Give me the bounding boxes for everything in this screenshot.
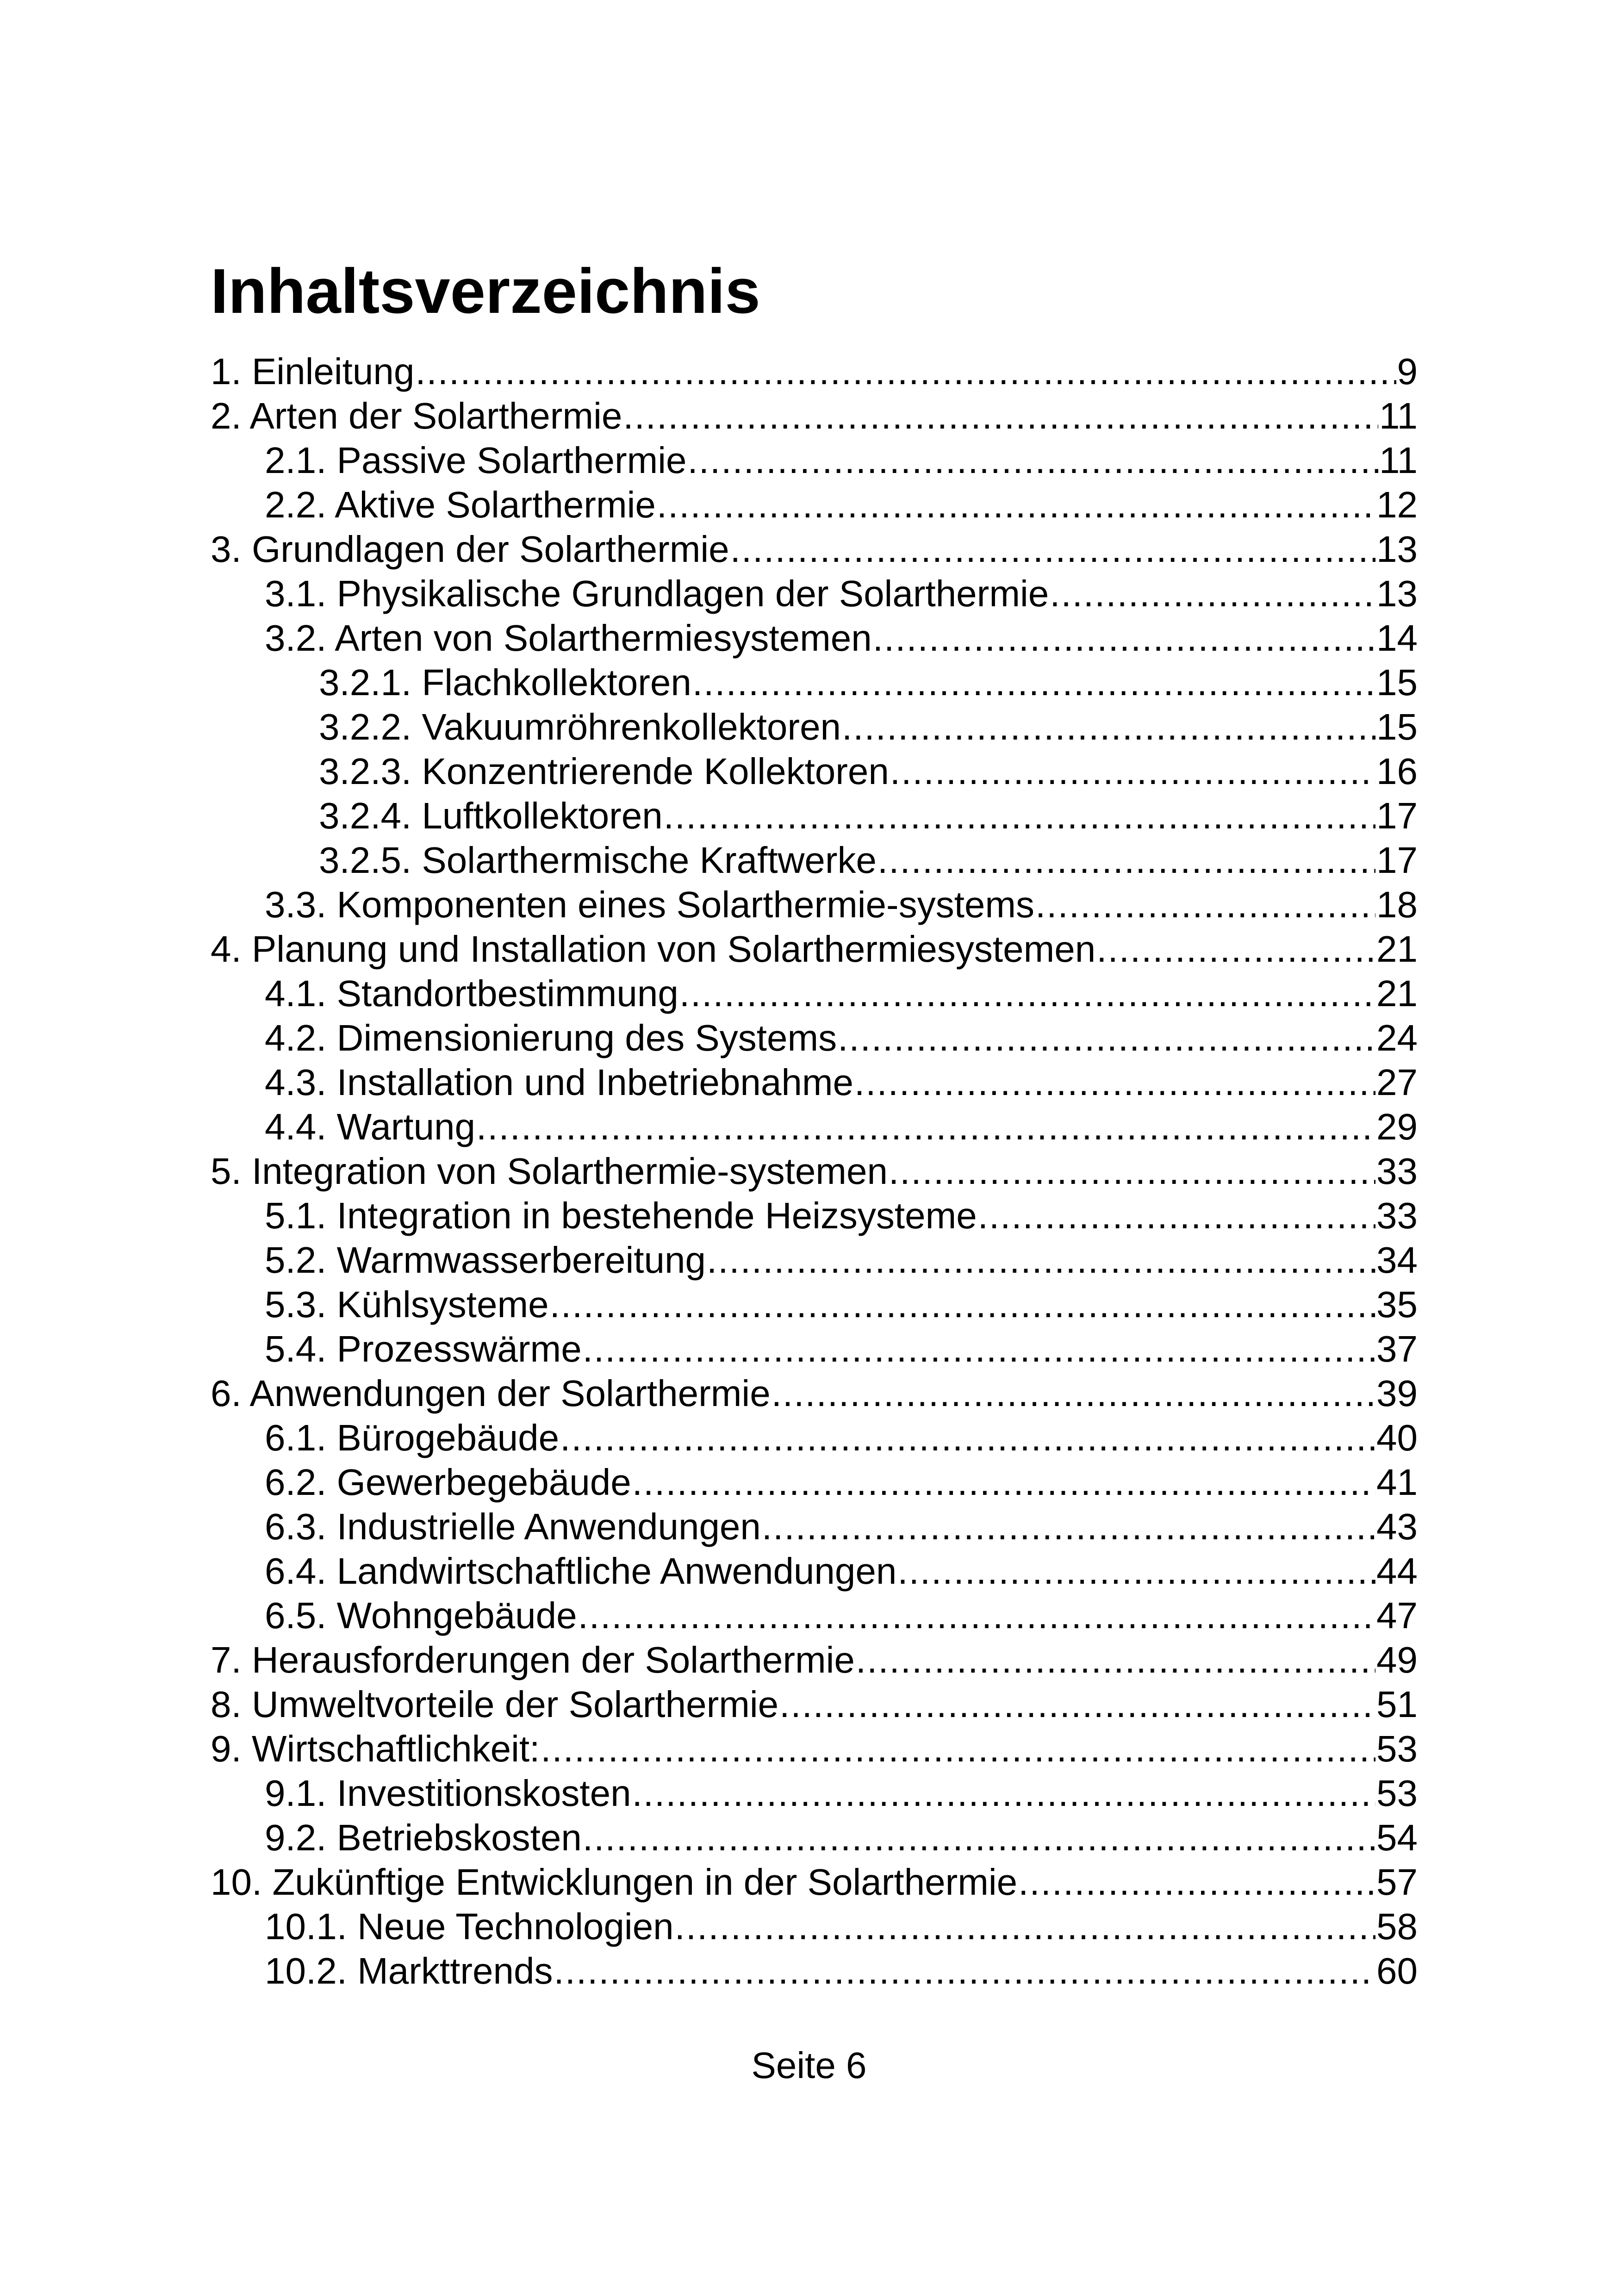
toc-entry-page-number: 13 — [1376, 529, 1418, 570]
toc-dot-leader — [762, 1505, 1375, 1549]
toc-entry-page-number: 53 — [1376, 1728, 1418, 1769]
toc-entry[interactable] — [211, 1593, 1418, 1638]
page-title: Inhaltsverzeichnis — [211, 256, 760, 327]
toc-entry-page-number: 37 — [1376, 1328, 1418, 1369]
toc-dot-leader — [730, 527, 1375, 572]
toc-entry-label: 4.3. Installation und Inbetriebnahme — [265, 1062, 853, 1103]
toc-dot-leader — [550, 1282, 1375, 1327]
toc-entry-page-number: 11 — [1379, 395, 1418, 436]
toc-dot-leader — [583, 1327, 1375, 1371]
toc-entry-page-number: 33 — [1376, 1195, 1418, 1236]
toc-entry-label: 6.3. Industrielle Anwendungen — [265, 1506, 761, 1547]
toc-entry[interactable] — [211, 1727, 1418, 1771]
toc-entry[interactable] — [211, 572, 1418, 616]
toc-dot-leader — [890, 749, 1375, 794]
toc-dot-leader — [897, 1549, 1375, 1593]
toc-entry-page-number: 51 — [1376, 1684, 1418, 1725]
toc-entry[interactable] — [211, 1371, 1418, 1416]
toc-entry-label: 6.2. Gewerbegebäude — [265, 1462, 631, 1503]
toc-entry[interactable] — [211, 1016, 1418, 1060]
toc-entry-label: 4. Planung und Installation von Solarthermiesystemen — [211, 928, 1096, 970]
toc-entry-label: 2.1. Passive Solarthermie — [265, 440, 687, 481]
toc-dot-leader — [578, 1593, 1375, 1638]
toc-dot-leader — [779, 1682, 1375, 1727]
toc-dot-leader — [772, 1371, 1375, 1416]
toc-entry-page-number: 57 — [1376, 1861, 1418, 1903]
toc-dot-leader — [476, 1105, 1375, 1149]
toc-entry-page-number: 15 — [1376, 662, 1418, 703]
toc-entry[interactable] — [211, 483, 1418, 527]
toc-entry-page-number: 47 — [1376, 1595, 1418, 1636]
toc-entry-page-number: 18 — [1376, 884, 1418, 925]
toc-entry[interactable] — [211, 971, 1418, 1016]
toc-entry[interactable] — [211, 394, 1418, 438]
toc-entry-label: 5.2. Warmwasserbereitung — [265, 1239, 706, 1281]
toc-dot-leader — [554, 1949, 1376, 1993]
toc-dot-leader — [688, 438, 1378, 483]
toc-entry-label: 4.4. Wartung — [265, 1106, 476, 1147]
toc-dot-leader — [675, 1904, 1375, 1949]
toc-entry-label: 4.2. Dimensionierung des Systems — [265, 1017, 837, 1058]
toc-entry[interactable] — [211, 1505, 1418, 1549]
toc-dot-leader — [541, 1727, 1375, 1771]
toc-entry-page-number: 17 — [1376, 840, 1418, 881]
toc-entry[interactable] — [211, 1816, 1418, 1860]
toc-entry[interactable] — [211, 1638, 1418, 1682]
toc-entry[interactable] — [211, 1282, 1418, 1327]
toc-entry-label: 3.2.4. Luftkollektoren — [319, 795, 663, 836]
toc-entry[interactable] — [211, 1771, 1418, 1816]
toc-entry-page-number: 14 — [1376, 617, 1418, 659]
toc-entry-page-number: 53 — [1376, 1773, 1418, 1814]
toc-entry[interactable] — [211, 927, 1418, 971]
toc-entry-label: 9.1. Investitionskosten — [265, 1773, 631, 1814]
toc-entry[interactable] — [211, 1460, 1418, 1505]
toc-entry-page-number: 24 — [1376, 1017, 1418, 1058]
toc-entry[interactable] — [211, 749, 1418, 794]
table-of-contents — [211, 349, 1418, 1993]
toc-entry[interactable] — [211, 883, 1418, 927]
toc-entry-label: 6.1. Bürogebäude — [265, 1417, 560, 1458]
toc-entry-label: 3.2.5. Solarthermische Kraftwerke — [319, 840, 877, 881]
toc-dot-leader — [415, 349, 1396, 394]
page-footer: Seite 6 — [751, 2045, 867, 2086]
toc-dot-leader — [583, 1816, 1375, 1860]
toc-entry-page-number: 16 — [1376, 751, 1418, 792]
toc-entry-label: 8. Umweltvorteile der Solarthermie — [211, 1684, 779, 1725]
toc-entry-label: 10.2. Markttrends — [265, 1950, 553, 1991]
toc-entry-page-number: 40 — [1376, 1417, 1418, 1458]
toc-entry-label: 3.3. Komponenten eines Solarthermie-systems — [265, 884, 1035, 925]
toc-entry-page-number: 43 — [1376, 1506, 1418, 1547]
toc-entry-label: 5. Integration von Solarthermie-systemen — [211, 1151, 888, 1192]
toc-entry[interactable] — [211, 1549, 1418, 1593]
toc-entry-page-number: 34 — [1376, 1239, 1418, 1281]
toc-entry-label: 6. Anwendungen der Solarthermie — [211, 1373, 771, 1414]
toc-entry[interactable] — [211, 660, 1418, 705]
toc-entry-page-number: 9 — [1397, 351, 1418, 392]
toc-dot-leader — [1018, 1860, 1375, 1904]
toc-dot-leader — [679, 971, 1375, 1016]
toc-dot-leader — [856, 1638, 1375, 1682]
toc-entry-page-number: 33 — [1376, 1151, 1418, 1192]
toc-entry-page-number: 41 — [1376, 1462, 1418, 1503]
toc-entry[interactable] — [211, 1149, 1418, 1194]
toc-entry-page-number: 11 — [1379, 440, 1418, 481]
toc-entry-page-number: 54 — [1376, 1817, 1418, 1858]
toc-entry-label: 3.2.1. Flachkollektoren — [319, 662, 691, 703]
toc-entry[interactable] — [211, 1105, 1418, 1149]
toc-dot-leader — [978, 1194, 1375, 1238]
toc-entry-page-number: 49 — [1376, 1639, 1418, 1680]
toc-entry-label: 10.1. Neue Technologien — [265, 1906, 674, 1947]
toc-dot-leader — [873, 616, 1375, 660]
toc-dot-leader — [1050, 572, 1375, 616]
toc-entry-page-number: 13 — [1376, 573, 1418, 614]
toc-entry-page-number: 60 — [1376, 1950, 1418, 1991]
toc-entry[interactable] — [211, 1238, 1418, 1282]
toc-entry-label: 3.2.2. Vakuumröhrenkollektoren — [319, 706, 841, 747]
toc-dot-leader — [854, 1060, 1375, 1105]
toc-entry-page-number: 29 — [1376, 1106, 1418, 1147]
toc-dot-leader — [877, 838, 1375, 883]
toc-entry-page-number: 17 — [1376, 795, 1418, 836]
toc-entry-label: 10. Zukünftige Entwicklungen in der Solarthermie — [211, 1861, 1018, 1903]
toc-entry-label: 5.3. Kühlsysteme — [265, 1284, 549, 1325]
toc-entry[interactable] — [211, 1416, 1418, 1460]
toc-entry-label: 1. Einleitung — [211, 351, 415, 392]
toc-entry-label: 3.2. Arten von Solarthermiesystemen — [265, 617, 872, 659]
toc-entry-label: 7. Herausforderungen der Solarthermie — [211, 1639, 855, 1680]
toc-entry-page-number: 27 — [1376, 1062, 1418, 1103]
toc-dot-leader — [707, 1238, 1375, 1282]
toc-entry[interactable] — [211, 1194, 1418, 1238]
toc-entry-label: 3. Grundlagen der Solarthermie — [211, 529, 729, 570]
toc-entry[interactable] — [211, 705, 1418, 749]
toc-entry-page-number: 12 — [1376, 484, 1418, 525]
toc-dot-leader — [632, 1460, 1375, 1505]
toc-entry[interactable] — [211, 1904, 1418, 1949]
toc-entry-label: 3.1. Physikalische Grundlagen der Solarthermie — [265, 573, 1049, 614]
toc-entry[interactable] — [211, 1327, 1418, 1371]
toc-entry[interactable] — [211, 527, 1418, 572]
toc-entry-page-number: 39 — [1376, 1373, 1418, 1414]
toc-dot-leader — [632, 1771, 1375, 1816]
toc-dot-leader — [1096, 927, 1375, 971]
toc-entry-label: 6.4. Landwirtschaftliche Anwendungen — [265, 1550, 897, 1592]
toc-dot-leader — [889, 1149, 1375, 1194]
toc-entry[interactable] — [211, 794, 1418, 838]
toc-entry-label: 9. Wirtschaftlichkeit: — [211, 1728, 540, 1769]
toc-dot-leader — [838, 1016, 1375, 1060]
toc-entry-label: 4.1. Standortbestimmung — [265, 973, 678, 1014]
toc-entry-page-number: 15 — [1376, 706, 1418, 747]
toc-dot-leader — [560, 1416, 1375, 1460]
toc-dot-leader — [1035, 883, 1375, 927]
toc-entry-label: 5.1. Integration in bestehende Heizsysteme — [265, 1195, 977, 1236]
toc-entry[interactable] — [211, 838, 1418, 883]
toc-entry[interactable] — [211, 1060, 1418, 1105]
toc-entry-page-number: 35 — [1376, 1284, 1418, 1325]
toc-entry-label: 3.2.3. Konzentrierende Kollektoren — [319, 751, 889, 792]
toc-dot-leader — [623, 394, 1378, 438]
toc-dot-leader — [664, 794, 1375, 838]
toc-dot-leader — [657, 483, 1375, 527]
toc-entry-page-number: 44 — [1376, 1550, 1418, 1592]
toc-entry-page-number: 21 — [1376, 973, 1418, 1014]
toc-entry-page-number: 21 — [1376, 928, 1418, 970]
toc-entry[interactable] — [211, 616, 1418, 660]
toc-entry[interactable] — [211, 1949, 1418, 1993]
toc-entry[interactable] — [211, 349, 1418, 394]
toc-entry-label: 9.2. Betriebskosten — [265, 1817, 582, 1858]
toc-entry[interactable] — [211, 438, 1418, 483]
toc-entry-label: 5.4. Prozesswärme — [265, 1328, 582, 1369]
toc-entry-label: 2.2. Aktive Solarthermie — [265, 484, 656, 525]
toc-entry-label: 2. Arten der Solarthermie — [211, 395, 622, 436]
toc-dot-leader — [842, 705, 1375, 749]
toc-entry-label: 6.5. Wohngebäude — [265, 1595, 577, 1636]
toc-entry[interactable] — [211, 1860, 1418, 1904]
toc-entry-page-number: 58 — [1376, 1906, 1418, 1947]
toc-entry[interactable] — [211, 1682, 1418, 1727]
toc-dot-leader — [692, 660, 1375, 705]
